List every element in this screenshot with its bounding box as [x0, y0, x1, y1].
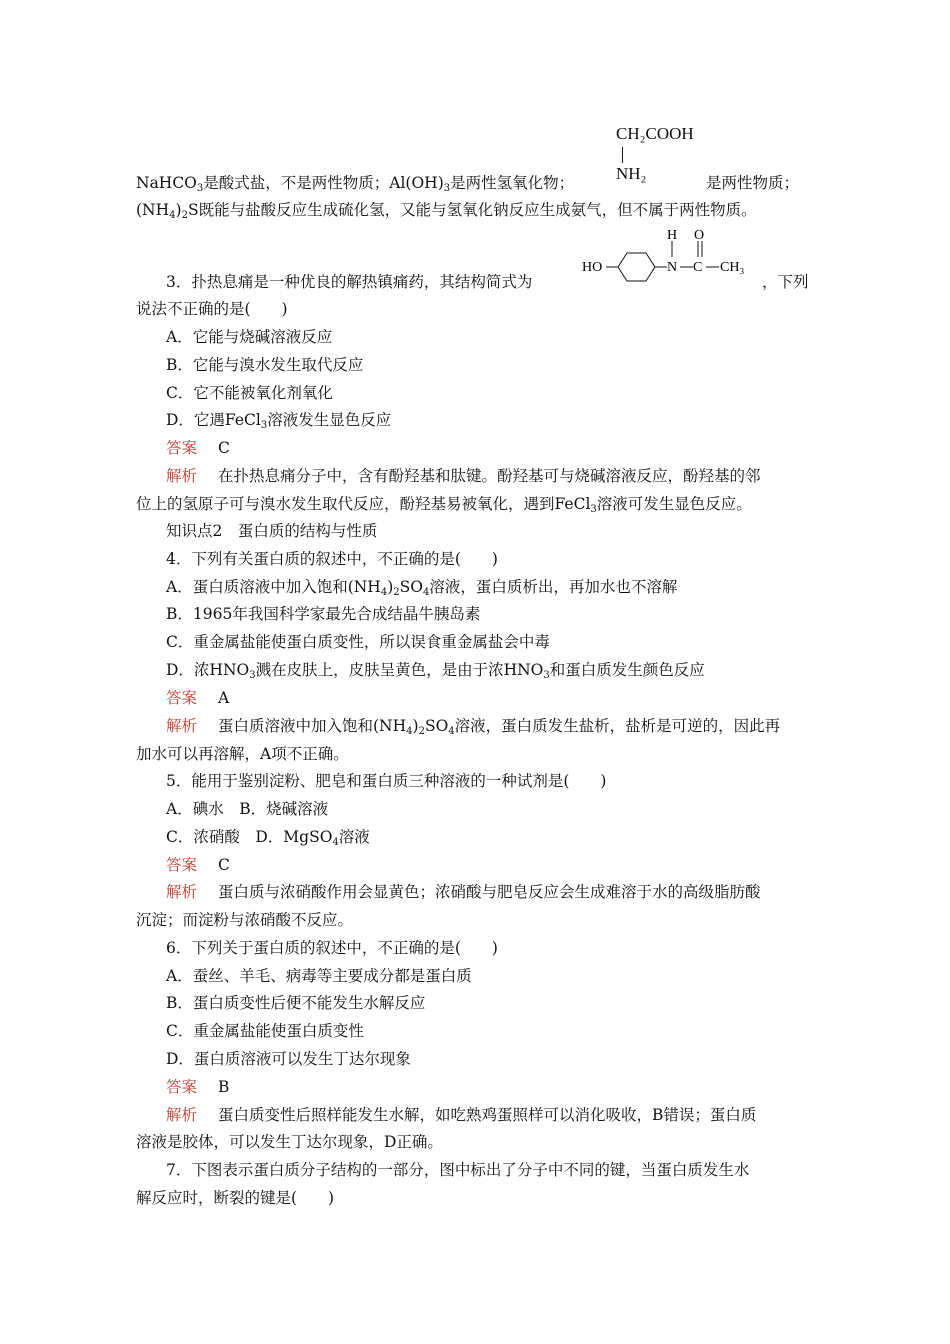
subscript: 4 — [422, 587, 430, 598]
subscript: 3 — [590, 504, 597, 515]
answer-label: 答案 — [166, 439, 198, 457]
q4-option-b: B．1965年我国科学家最先合成结晶牛胰岛素 — [166, 605, 481, 623]
subscript: 3 — [260, 420, 268, 431]
text: 蛋白质溶液中加入饱和(NH — [218, 717, 407, 735]
q6-option-b: B．蛋白质变性后便不能发生水解反应 — [166, 994, 426, 1012]
answer-label: 答案 — [166, 856, 198, 874]
subscript: 3 — [543, 670, 550, 681]
n-label: N — [667, 260, 678, 275]
q5-options-ab: A．碘水 B．烧碱溶液 — [166, 800, 329, 818]
subscript: 2 — [418, 726, 425, 737]
glycine-ch2cooh: CH₂COOH — [616, 124, 694, 143]
subscript: 4 — [406, 726, 413, 737]
answer-value: B — [218, 1078, 230, 1096]
q5-options-cd — [166, 827, 370, 847]
q6-analysis-2: 溶液是胶体，可以发生丁达尔现象，D正确。 — [136, 1133, 443, 1151]
text: 是两性氢氧化物； — [450, 174, 575, 192]
q3-answer — [166, 438, 230, 458]
q3-option-d — [166, 410, 391, 430]
subscript: 2 — [393, 587, 400, 598]
text: D．它遇FeCl — [166, 411, 261, 429]
benzene-ring — [618, 253, 655, 281]
glycine-bond — [622, 147, 623, 163]
subscript: 4 — [380, 587, 388, 598]
q3-analysis-1 — [166, 466, 761, 486]
text: S既能与盐酸反应生成硫化氢，又能与氢氧化钠反应生成氨气，但不属于两性物质。 — [187, 201, 757, 219]
analysis-label: 解析 — [166, 883, 198, 901]
answer-label: 答案 — [166, 1078, 198, 1096]
q4-analysis-2: 加水可以再溶解，A项不正确。 — [136, 745, 349, 763]
subscript: 4 — [448, 726, 455, 737]
analysis-label: 解析 — [166, 717, 198, 735]
text: 蛋白质与浓硝酸作用会显黄色；浓硝酸与肥皂反应会生成难溶于水的高级脂肪酸 — [218, 883, 761, 901]
q6-option-c: C．重金属盐能使蛋白质变性 — [166, 1022, 364, 1040]
text: ) — [387, 578, 394, 596]
ch3-label: CH₃ — [720, 260, 745, 275]
paracetamol-structure — [580, 226, 762, 288]
q4-answer — [166, 688, 229, 708]
answer-value: A — [218, 689, 230, 707]
q4-option-d — [166, 660, 705, 680]
glycine-nh2: NH₂ — [616, 164, 647, 183]
subscript: 3 — [249, 670, 256, 681]
text: 在扑热息痛分子中，含有酚羟基和肽键。酚羟基可与烧碱溶液反应，酚羟基的邻 — [218, 467, 761, 485]
text: 溶液可发生显色反应。 — [596, 495, 752, 513]
text: A．蛋白质溶液中加入饱和(NH — [166, 578, 381, 596]
answer-value: C — [218, 856, 230, 874]
glycine-structure — [614, 124, 714, 186]
q3-analysis-2 — [136, 494, 752, 514]
q6-stem: 6．下列关于蛋白质的叙述中，不正确的是( ) — [166, 939, 498, 957]
answer-label: 答案 — [166, 689, 198, 707]
q7-stem-line-1: 7．下图表示蛋白质分子结构的一部分，图中标出了分子中不同的键，当蛋白质发生水 — [166, 1161, 750, 1179]
q5-stem: 5．能用于鉴别淀粉、肥皂和蛋白质三种溶液的一种试剂是( ) — [166, 772, 607, 790]
subscript: 3 — [196, 183, 204, 194]
text: 是酸式盐，不是两性物质；Al(OH) — [203, 174, 444, 192]
text: SO — [399, 578, 423, 596]
subscript: 2 — [181, 210, 188, 221]
q4-option-c: C．重金属盐能使蛋白质变性，所以误食重金属盐会中毒 — [166, 633, 550, 651]
ho-label: HO — [582, 260, 603, 275]
text: (NH — [136, 201, 170, 219]
q6-option-d: D．蛋白质溶液可以发生丁达尔现象 — [166, 1050, 411, 1068]
q3-option-a: A．它能与烧碱溶液反应 — [166, 328, 333, 346]
text: 溶液发生显色反应 — [267, 411, 392, 429]
text: 位上的氢原子可与溴水发生取代反应，酚羟基易被氧化，遇到FeCl — [136, 495, 591, 513]
o-label: O — [694, 228, 705, 243]
intro-line-1 — [136, 173, 574, 193]
q5-analysis-2: 沉淀；而淀粉与浓硝酸不反应。 — [136, 911, 354, 929]
c-label: C — [693, 260, 703, 275]
q3-option-b: B．它能与溴水发生取代反应 — [166, 356, 364, 374]
q6-option-a: A．蚕丝、羊毛、病毒等主要成分都是蛋白质 — [166, 967, 472, 985]
q4-option-a — [166, 577, 677, 597]
q3-stem-line-1-end: ，下列 — [762, 273, 809, 291]
text: D．浓HNO — [166, 661, 250, 679]
subscript: 4 — [332, 837, 339, 848]
q3-stem-line-1: 3．扑热息痛是一种优良的解热镇痛药，其结构简式为 — [166, 273, 533, 291]
intro-line-2 — [136, 200, 757, 220]
intro-line-1-end: 是两性物质； — [706, 174, 800, 192]
text: 溅在皮肤上，皮肤呈黄色，是由于浓HNO — [255, 661, 544, 679]
answer-value: C — [218, 439, 230, 457]
text: ) — [412, 717, 419, 735]
q5-analysis-1 — [166, 882, 761, 902]
h-label: H — [667, 228, 678, 243]
text: SO — [424, 717, 449, 735]
text: 蛋白质变性后照样能发生水解，如吃熟鸡蛋照样可以消化吸收，B错误；蛋白质 — [218, 1106, 757, 1124]
subscript: 4 — [169, 210, 176, 221]
q6-analysis-1 — [166, 1105, 756, 1125]
q4-stem: 4．下列有关蛋白质的叙述中，不正确的是( ) — [166, 550, 498, 568]
subscript: 3 — [443, 183, 451, 194]
text: 和蛋白质发生颜色反应 — [549, 661, 705, 679]
q7-stem-line-2: 解反应时，断裂的键是( ) — [136, 1189, 335, 1207]
text: C．浓硝酸 D．MgSO — [166, 828, 333, 846]
analysis-label: 解析 — [166, 1106, 198, 1124]
text: 溶液 — [338, 828, 370, 846]
section-heading: 知识点2 蛋白质的结构与性质 — [166, 522, 378, 540]
text: 溶液，蛋白质发生盐析，盐析是可逆的，因此再 — [454, 717, 781, 735]
q6-answer — [166, 1077, 229, 1097]
q3-stem-line-2: 说法不正确的是( ) — [136, 300, 288, 318]
q4-analysis-1 — [166, 716, 780, 736]
q3-option-c: C．它不能被氧化剂氧化 — [166, 384, 333, 402]
text: 溶液，蛋白质析出，再加水也不溶解 — [429, 578, 678, 596]
text: NaHCO — [136, 174, 197, 192]
analysis-label: 解析 — [166, 467, 198, 485]
text: ) — [175, 201, 182, 219]
q5-answer — [166, 855, 230, 875]
